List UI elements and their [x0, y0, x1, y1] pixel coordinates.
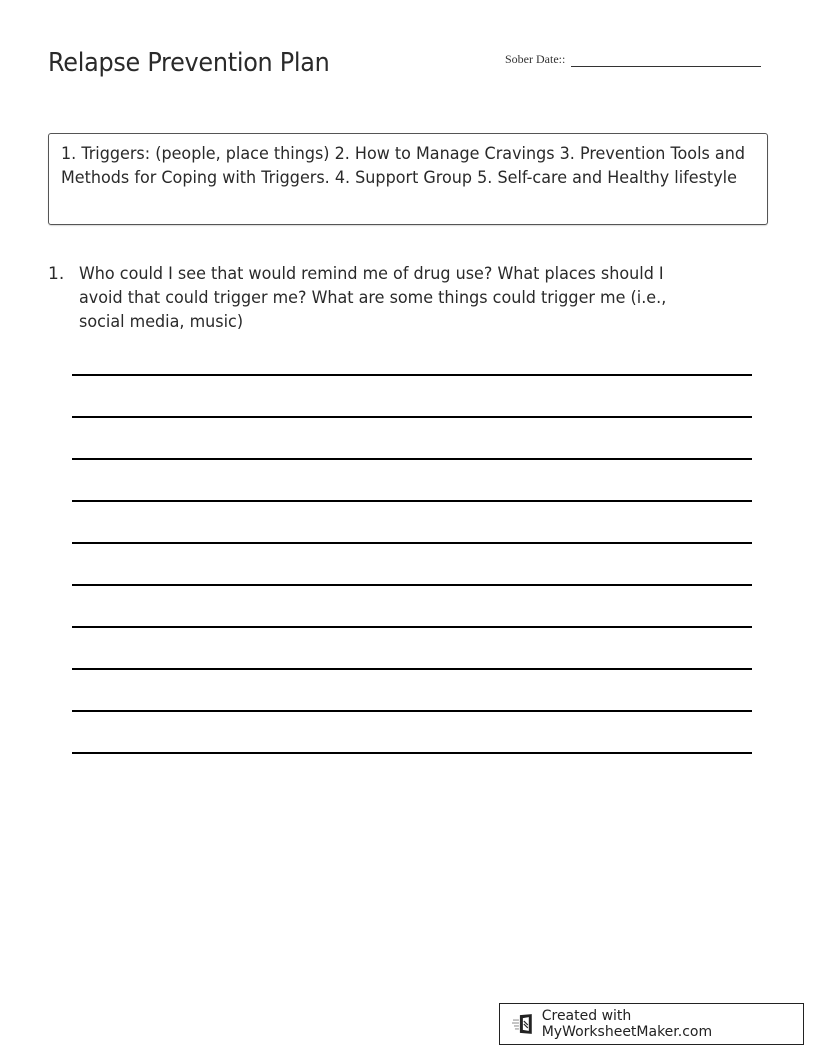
question-number: 1.	[48, 264, 65, 284]
answer-line[interactable]	[72, 668, 752, 670]
answer-line[interactable]	[72, 500, 752, 502]
instructions-text: 1. Triggers: (people, place things) 2. How to Manage Cravings 3. Prevention Tools and Methods for Coping with Triggers. 4. Support Group 5. Self-care and Healthy lifestyle	[61, 144, 745, 188]
answer-line[interactable]	[72, 752, 752, 754]
footer-badge[interactable]	[499, 1003, 804, 1045]
sober-date-blank[interactable]	[571, 52, 761, 67]
sober-date-field	[505, 52, 761, 67]
answer-lines	[72, 374, 752, 794]
answer-line[interactable]	[72, 584, 752, 586]
answer-line[interactable]	[72, 542, 752, 544]
question-text: Who could I see that would remind me of drug use? What places should I avoid that could trigger me? What are some things could trigger me (i.e., social media, music)	[79, 264, 667, 332]
answer-line[interactable]	[72, 710, 752, 712]
footer-text: Created with MyWorksheetMaker.com	[541, 1008, 713, 1040]
answer-line[interactable]	[72, 626, 752, 628]
question-1	[48, 262, 748, 334]
answer-line[interactable]	[72, 374, 752, 376]
answer-line[interactable]	[72, 416, 752, 418]
worksheet-maker-logo-icon	[512, 1013, 536, 1035]
answer-line[interactable]	[72, 458, 752, 460]
sober-date-label: Sober Date::	[505, 52, 566, 66]
instructions-box	[48, 133, 768, 225]
page-title: Relapse Prevention Plan	[48, 48, 330, 78]
